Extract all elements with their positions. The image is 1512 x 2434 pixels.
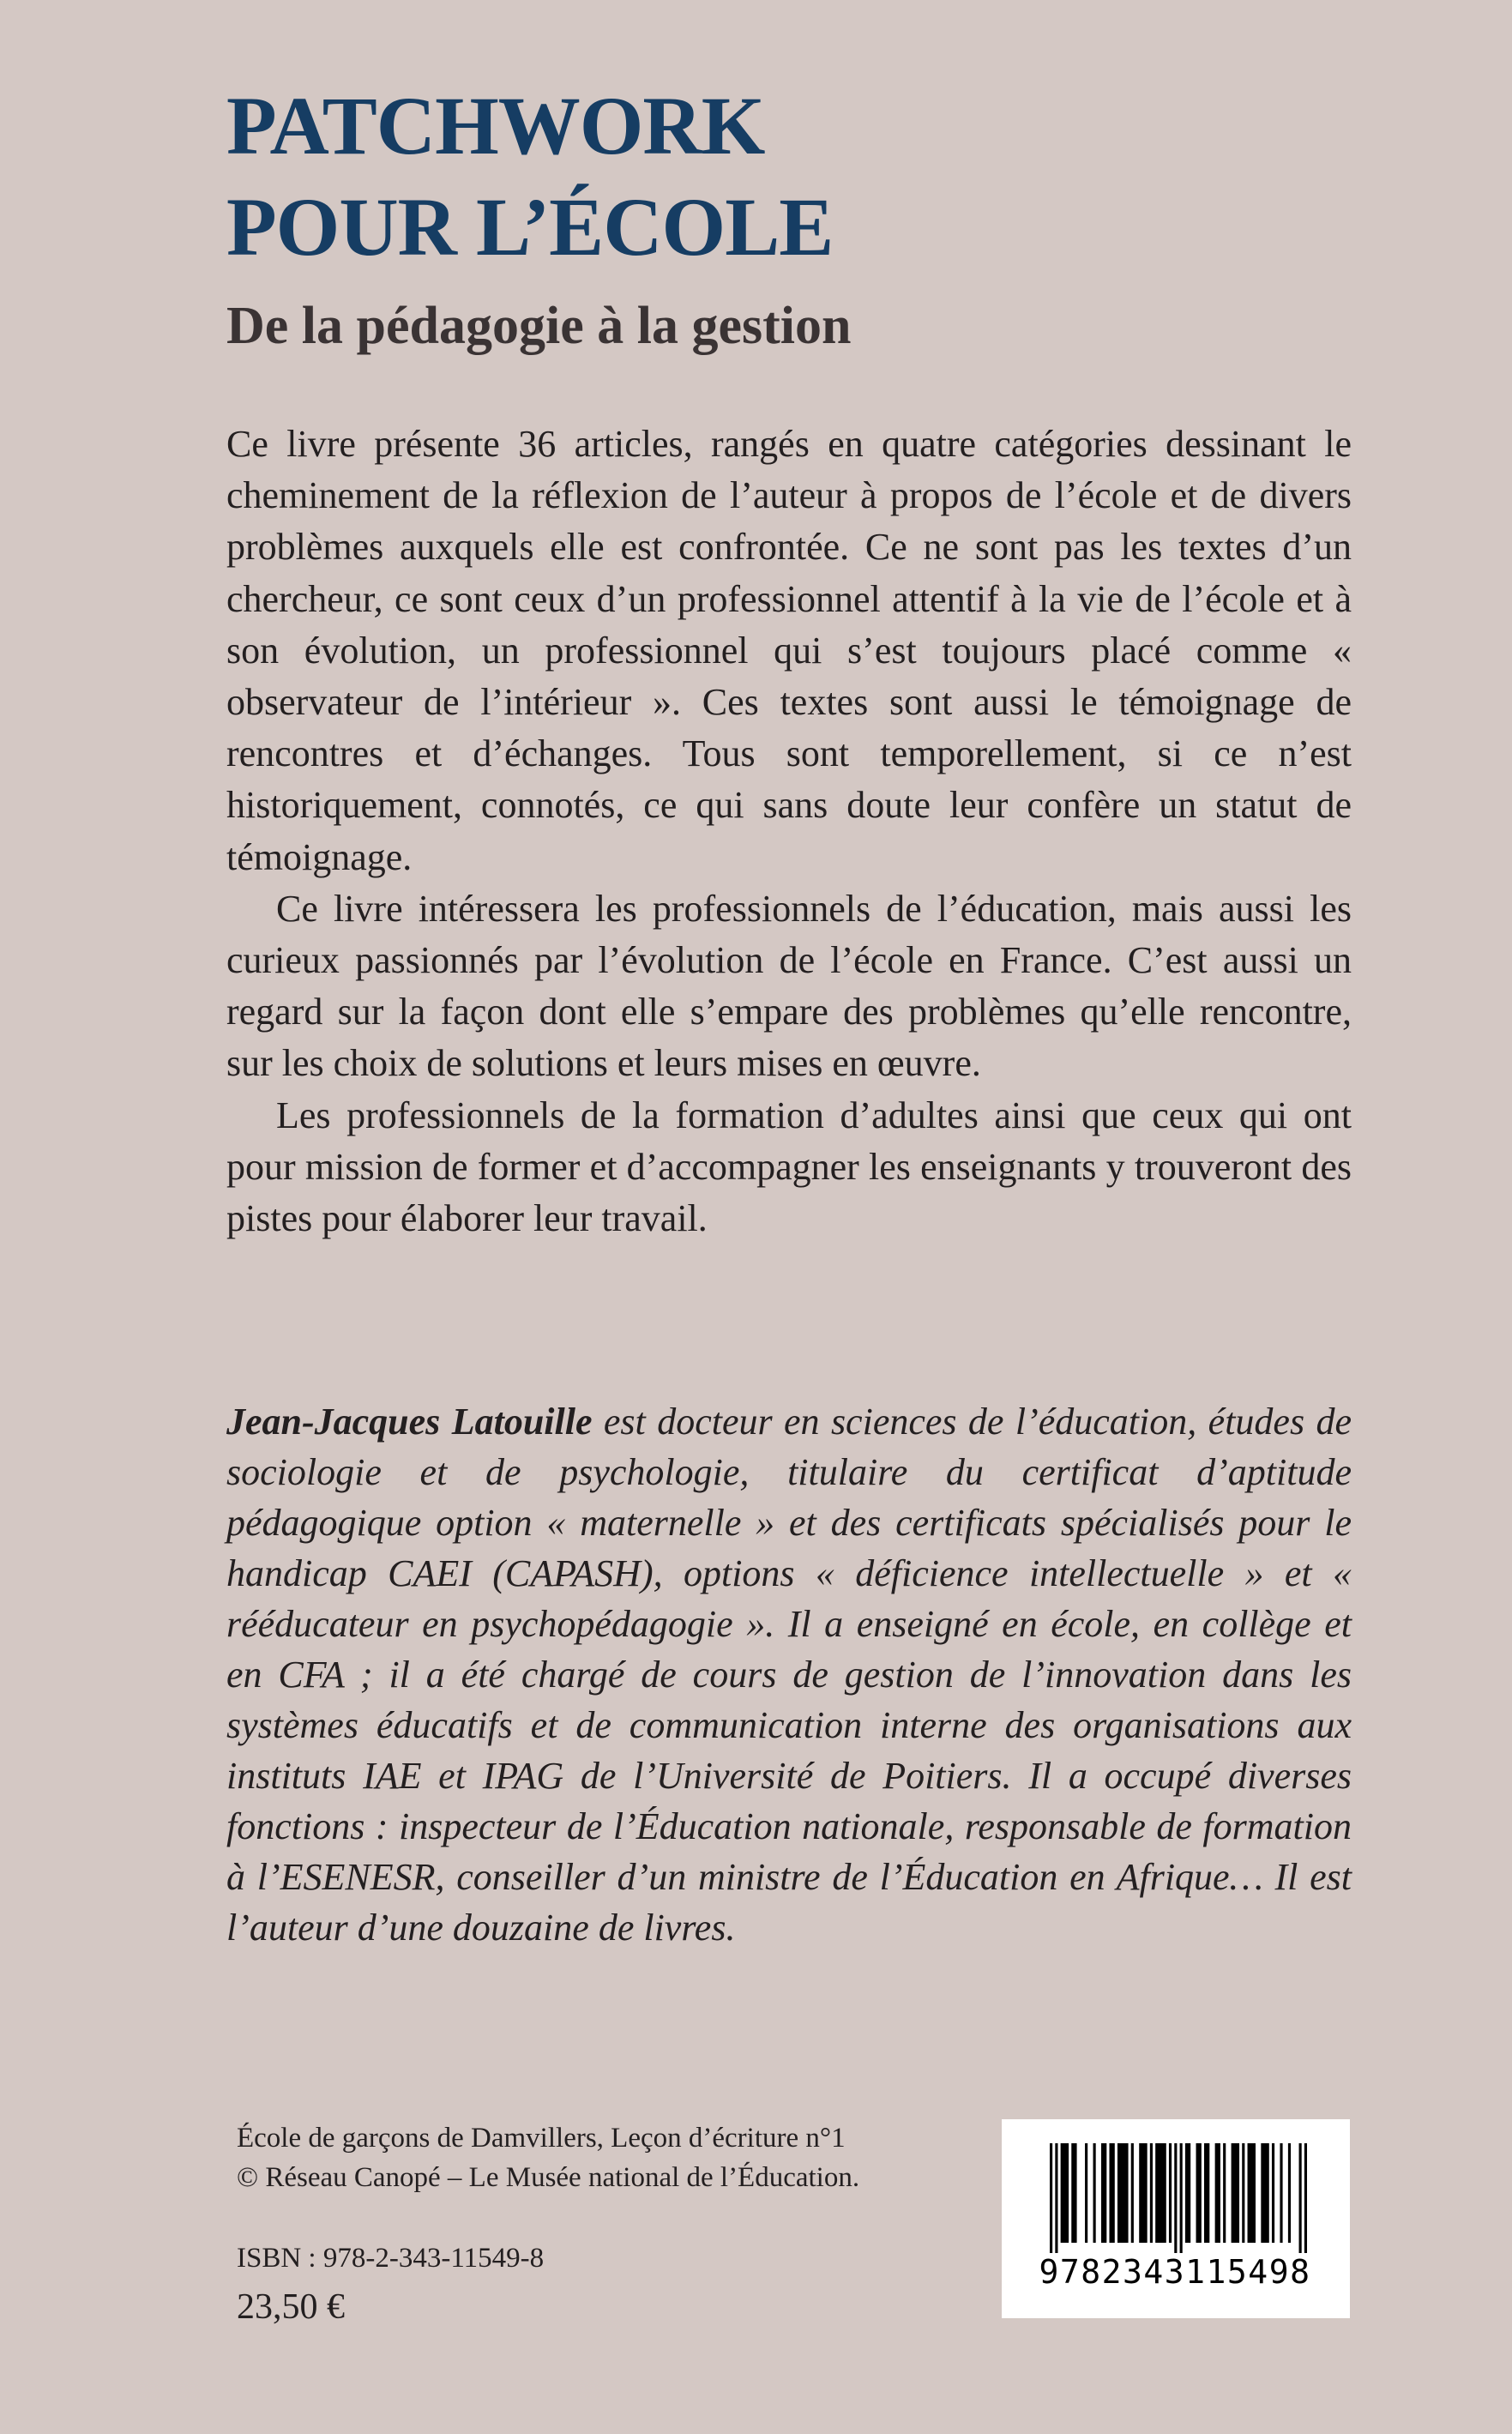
book-subtitle: De la pédagogie à la gestion [226,297,852,355]
barcode-bar [1093,2143,1096,2243]
barcode-bar [1288,2143,1291,2243]
barcode-bar [1139,2143,1147,2243]
book-title [226,75,833,278]
title-line-1: PATCHWORK [226,80,765,172]
barcode-bar [1299,2143,1302,2253]
barcode-bar [1117,2143,1129,2243]
barcode-bar [1304,2143,1307,2253]
author-bio-text: est docteur en sciences de l’éducation, études de sociologie et de psychologie, titulaire du certificat d’aptitude pédagogique option « maternelle » et des certificats spécialisés pour le handicap CAEI (CAPASH), options « déficience intellectuelle » et « rééducateur en psychopédagogie ». Il a enseigné en école, en collège et en CFA ; il a été chargé de cours de gestion de l’innovation dans les systèmes éducatifs et de communication interne des organisations aux instituts IAE et IPAG de l’Université de Poitiers. Il a occupé diverses fonctions : inspecteur de l’Éducation nationale, responsable de formation à l’ESENESR, conseiller d’un ministre de l’Éducation en Afrique… Il est l’auteur d’une douzaine de livres. [226,1401,1352,1949]
barcode-bar [1055,2143,1057,2253]
author-bio [226,1396,1352,1953]
barcode-bar [1215,2143,1220,2243]
blurb-paragraph-3: Les professionnels de la formation d’adultes ainsi que ceux qui ont pour mission de former et d’accompagner les enseignants y trouveront des pistes pour élaborer leur travail. [226,1093,1352,1240]
blurb [226,419,1352,1244]
barcode-bar [1174,2143,1177,2253]
title-line-2: POUR L’ÉCOLE [226,181,834,273]
credit-line-2: © Réseau Canopé – Le Musée national de l’Éducation. [237,2162,860,2193]
barcode [1002,2119,1350,2318]
barcode-bar [1185,2143,1190,2243]
barcode-bar [1248,2143,1256,2243]
barcode-bar [1085,2143,1087,2243]
barcode-bar [1109,2143,1114,2243]
barcode-bar [1150,2143,1153,2243]
barcode-digits: 9782343115498 [1039,2253,1311,2291]
barcode-bar [1280,2143,1282,2243]
blurb-paragraph-2: Ce livre intéressera les professionnels de l’éducation, mais aussi les curieux passionnés par l’évolution de l’école en France. C’est aussi un regard sur la façon dont elle s’empare des problèmes qu’elle rencontre, sur les choix de solutions et leurs mises en œuvre. [226,887,1352,1085]
barcode-bar [1071,2143,1076,2243]
credit-line-1: École de garçons de Damvillers, Leçon d’écriture n°1 [237,2123,846,2154]
isbn: ISBN : 978-2-343-11549-8 [237,2243,545,2274]
barcode-bar [1101,2143,1106,2243]
barcode-bar [1204,2143,1209,2243]
price: 23,50 € [237,2287,345,2327]
barcode-bar [1223,2143,1226,2243]
barcode-bar [1131,2143,1134,2243]
barcode-bar [1180,2143,1183,2253]
barcode-bar [1261,2143,1268,2243]
author-name: Jean-Jacques Latouille [226,1401,593,1443]
image-credit [237,2118,859,2197]
barcode-bar [1155,2143,1166,2243]
barcode-bar [1196,2143,1202,2243]
blurb-paragraph-1: Ce livre présente 36 articles, rangés en quatre catégories dessinant le cheminement de la réflexion de l’auteur à propos de l’école et de divers problèmes auxquels elle est confrontée. Ce ne sont pas les textes d’un chercheur, ce sont ceux d’un professionnel attentif à la vie de l’école et à son évolution, un professionnel qui s’est toujours placé comme « observateur de l’intérieur ». Ces textes sont aussi le témoignage de rencontres et d’échanges. Tous sont temporellement, si ce n’est historiquement, connotés, ce qui sans doute leur confère un statut de témoignage. [226,423,1352,878]
barcode-bars [1050,2143,1307,2253]
barcode-bar [1050,2143,1052,2253]
barcode-bar [1272,2143,1274,2243]
barcode-bar [1061,2143,1069,2243]
barcode-bar [1242,2143,1244,2243]
barcode-bar [1232,2143,1239,2243]
barcode-bar [1169,2143,1172,2243]
